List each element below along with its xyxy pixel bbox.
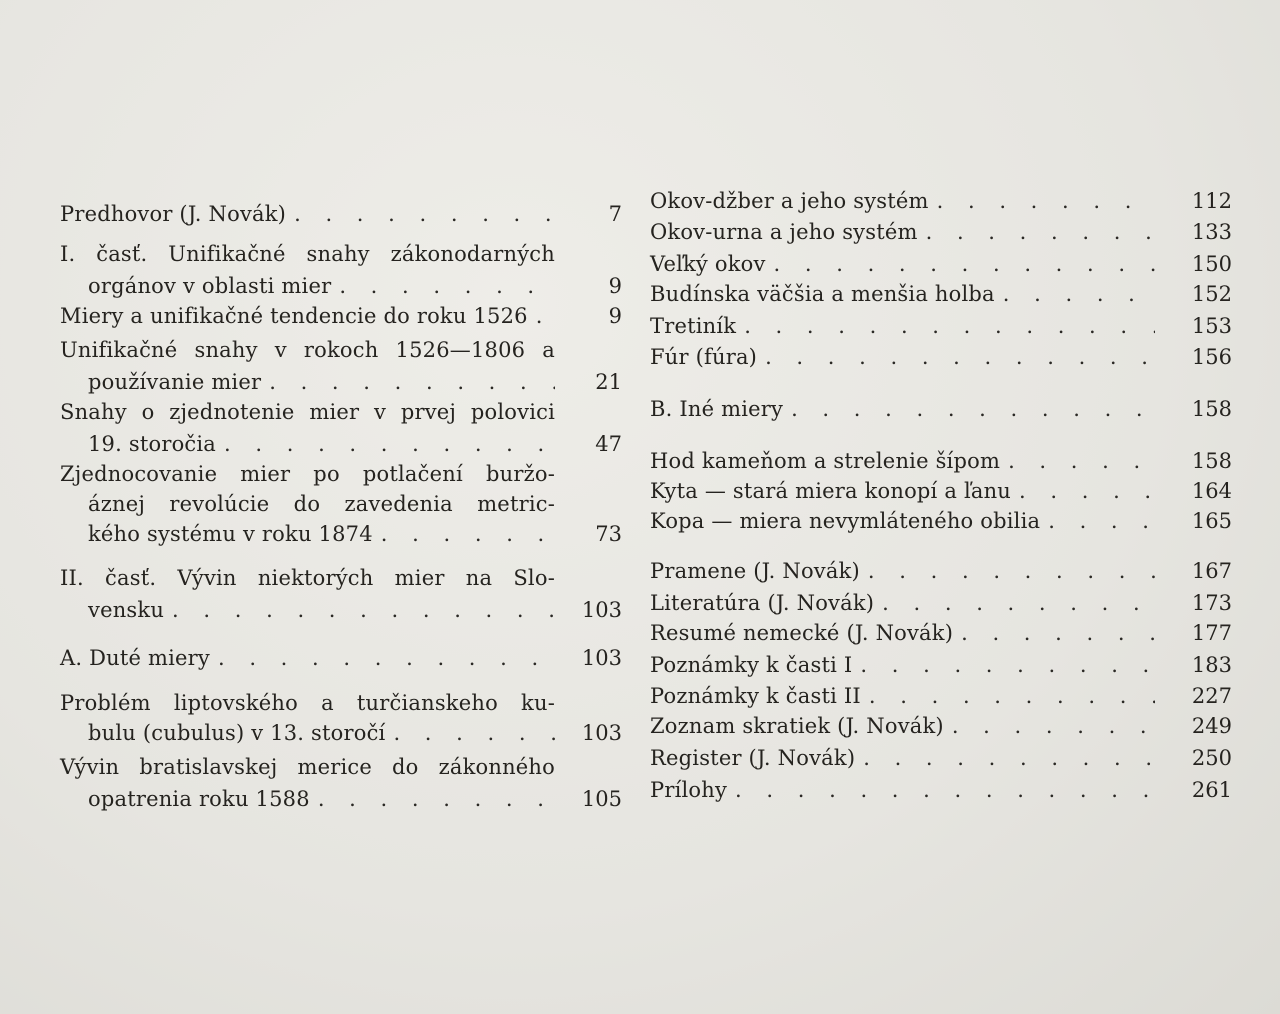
dot-leader <box>918 216 1155 248</box>
toc-entry-title: Kyta — stará miera konopí a ľanu <box>650 479 1012 503</box>
dot-leader <box>1040 505 1155 537</box>
toc-entry-line <box>650 341 1155 373</box>
toc-entry-title: bulu (cubulus) v 13. storočí <box>88 721 386 745</box>
dot-leader <box>1011 475 1155 507</box>
toc-entry-title: opatrenia roku 1588 <box>88 787 310 811</box>
toc-entry-title: Pramene (J. Novák) <box>650 559 860 583</box>
toc-entry-title: áznej revolúcie do zavedenia metric- <box>88 492 555 516</box>
toc-entry-title: kého systému v roku 1874 <box>88 522 373 546</box>
dot-leader <box>944 710 1155 742</box>
toc-entry-title: Prílohy <box>650 778 728 802</box>
dot-leader <box>164 594 555 626</box>
toc-page-number: 153 <box>1191 314 1232 338</box>
toc-page-number: 177 <box>1191 621 1232 645</box>
toc-page-number: 105 <box>581 787 622 811</box>
toc-entry-line <box>88 270 555 302</box>
toc-entry-title: Tretiník <box>650 314 737 338</box>
dot-leader <box>874 587 1155 619</box>
toc-page-number: 165 <box>1191 509 1232 533</box>
toc-entry-line <box>650 445 1155 477</box>
toc-entry-title: A. Duté miery <box>60 646 210 670</box>
dot-leader <box>286 198 555 230</box>
dot-leader <box>373 518 555 550</box>
toc-page-number: 7 <box>608 202 622 226</box>
toc-entry-line <box>650 649 1155 681</box>
toc-entry-title: B. Iné miery <box>650 397 784 421</box>
toc-entry-line <box>88 518 555 550</box>
toc-page-number: 173 <box>1191 591 1232 615</box>
toc-entry-line <box>60 751 555 783</box>
dot-leader <box>210 642 555 674</box>
dot-leader <box>783 393 1155 425</box>
dot-leader <box>929 185 1155 217</box>
toc-entry-title: Okov-džber a jeho systém <box>650 189 929 213</box>
dot-leader <box>953 617 1155 649</box>
toc-entry-line <box>60 642 555 674</box>
toc-page-number: 103 <box>581 598 622 622</box>
toc-page-number: 249 <box>1191 714 1232 738</box>
toc-entry-line <box>650 393 1155 425</box>
toc-entry-line <box>88 717 555 749</box>
toc-entry-line <box>60 300 555 332</box>
toc-entry-title: orgánov v oblasti mier <box>88 274 332 298</box>
toc-page-number: 152 <box>1191 282 1232 306</box>
toc-entry-line <box>60 334 555 366</box>
toc-page-number: 9 <box>608 304 622 328</box>
dot-leader <box>261 366 555 398</box>
dot-leader <box>736 310 1155 342</box>
toc-entry-title: Kopa — miera nevymláteného obilia <box>650 509 1041 533</box>
toc-entry-line <box>88 488 555 520</box>
toc-page-number: 73 <box>595 522 622 546</box>
toc-entry-line <box>650 680 1155 712</box>
toc-entry-line <box>88 594 555 626</box>
toc-page-number: 164 <box>1191 479 1232 503</box>
toc-entry-line <box>650 774 1155 806</box>
toc-page-number: 250 <box>1191 746 1232 770</box>
toc-page-number: 158 <box>1191 449 1232 473</box>
toc-entry-title: Zjednocovanie mier po potlačení buržo- <box>60 462 555 486</box>
toc-entry-title: Vývin bratislavskej merice do zákonného <box>60 755 555 779</box>
toc-entry-line <box>650 248 1155 280</box>
toc-page-number: 47 <box>595 432 622 456</box>
dot-leader <box>310 783 555 815</box>
toc-entry-title: Snahy o zjednotenie mier v prvej polovici <box>60 400 555 424</box>
dot-leader <box>385 717 555 749</box>
toc-entry-title: Zoznam skratiek (J. Novák) <box>650 714 944 738</box>
toc-entry-title: Okov-urna a jeho systém <box>650 220 918 244</box>
toc-entry-line <box>650 185 1155 217</box>
toc-entry-line <box>88 428 555 460</box>
toc-entry-title: Literatúra (J. Novák) <box>650 591 875 615</box>
dot-leader <box>861 680 1155 712</box>
dot-leader <box>528 300 555 332</box>
dot-leader <box>1000 445 1155 477</box>
toc-entry-line <box>650 742 1155 774</box>
toc-entry-line <box>60 687 555 719</box>
dot-leader <box>995 278 1155 310</box>
toc-page-number: 103 <box>581 646 622 670</box>
toc-entry-line <box>88 783 555 815</box>
toc-entry-line <box>60 396 555 428</box>
toc-entry-line <box>88 366 555 398</box>
toc-page-number: 227 <box>1191 684 1232 708</box>
toc-entry-title: Poznámky k časti II <box>650 684 861 708</box>
toc-page-number: 112 <box>1191 189 1232 213</box>
toc-entry-line <box>650 310 1155 342</box>
toc-page-number: 156 <box>1191 345 1232 369</box>
toc-entry-title: Miery a unifikačné tendencie do roku 1526 <box>60 304 528 328</box>
toc-entry-line <box>650 587 1155 619</box>
toc-entry-title: 19. storočia <box>88 432 217 456</box>
toc-entry-line <box>60 562 555 594</box>
toc-entry-title: Poznámky k časti I <box>650 653 853 677</box>
dot-leader <box>216 428 555 460</box>
toc-entry-line <box>650 617 1155 649</box>
toc-entry-line <box>650 555 1155 587</box>
dot-leader <box>757 341 1155 373</box>
toc-entry-line <box>650 278 1155 310</box>
toc-entry-line <box>60 458 555 490</box>
toc-page-number: 150 <box>1191 252 1232 276</box>
toc-page-number: 183 <box>1191 653 1232 677</box>
toc-page-number: 103 <box>581 721 622 745</box>
dot-leader <box>331 270 555 302</box>
toc-entry-title: Hod kameňom a strelenie šípom <box>650 449 1001 473</box>
dot-leader <box>860 555 1155 587</box>
toc-page-number: 261 <box>1191 778 1232 802</box>
dot-leader <box>727 774 1155 806</box>
toc-page-number: 133 <box>1191 220 1232 244</box>
toc-page-number: 158 <box>1191 397 1232 421</box>
toc-entry-line <box>650 475 1155 507</box>
toc-entry-title: používanie mier <box>88 370 262 394</box>
toc-entry-title: Resumé nemecké (J. Novák) <box>650 621 954 645</box>
toc-entry-line <box>60 198 555 230</box>
toc-entry-title: Predhovor (J. Novák) <box>60 202 287 226</box>
toc-page-number: 21 <box>595 370 622 394</box>
toc-entry-line <box>650 505 1155 537</box>
toc-entry-line <box>650 710 1155 742</box>
toc-entry-title: vensku <box>88 598 165 622</box>
toc-entry-title: Unifikačné snahy v rokoch 1526—1806 a <box>60 338 555 362</box>
toc-entry-title: Register (J. Novák) <box>650 746 856 770</box>
toc-entry-title: Veľký okov <box>650 252 766 276</box>
toc-entry-line <box>60 238 555 270</box>
toc-entry-title: Budínska väčšia a menšia holba <box>650 282 995 306</box>
toc-page-number: 9 <box>608 274 622 298</box>
toc-page-number: 167 <box>1191 559 1232 583</box>
dot-leader <box>852 649 1155 681</box>
toc-entry-line <box>650 216 1155 248</box>
dot-leader <box>855 742 1155 774</box>
toc-entry-title: Fúr (fúra) <box>650 345 758 369</box>
toc-entry-title: II. časť. Vývin niektorých mier na Slo- <box>60 566 555 590</box>
dot-leader <box>766 248 1155 280</box>
toc-entry-title: I. časť. Unifikačné snahy zákonodarných <box>60 242 555 266</box>
toc-entry-title: Problém liptovského a turčianskeho ku- <box>60 691 555 715</box>
